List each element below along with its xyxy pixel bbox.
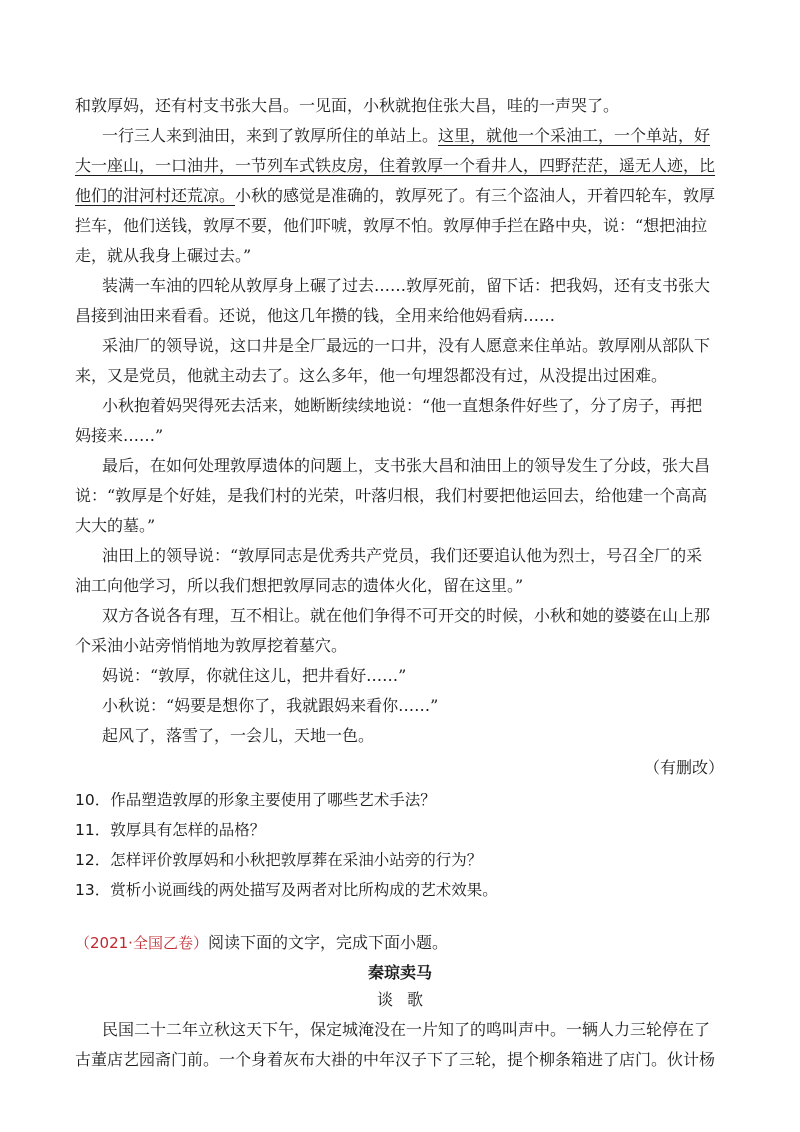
instruction: 阅读下面的文字，完成下面小题。 [207, 933, 448, 952]
passage-line: 双方各说各有理，互不相让。就在他们争得不可开交的时候，小秋和她的婆婆在山上那 [102, 606, 711, 625]
passage-line: 最后，在如何处理敦厚遗体的问题上，支书张大昌和油田上的领导发生了分歧，张大昌 [102, 456, 711, 475]
passage-line: 来，又是党员，他就主动去了。这么多年，他一句埋怨都没有过，从没提出过困难。 [75, 366, 668, 385]
passage-line: 采油厂的领导说，这口井是全厂最远的一口井，没有人愿意来住单站。敦厚刚从部队下 [102, 336, 711, 355]
section-intro [75, 933, 448, 953]
story-line: 民国二十二年立秋这天下午，保定城淹没在一片知了的鸣叫声中。一辆人力三轮停在了 [102, 1020, 711, 1039]
story-title: 秦琼卖马 [367, 963, 432, 982]
underlined-description: 大一座山，一口油井，一节列车式铁皮房，住着敦厚一个看井人，四野茫茫，遥无人迹，比 [75, 156, 716, 175]
underlined-description: 他们的泔河村还荒凉。 [75, 186, 236, 205]
passage-line: 妈接来……” [75, 426, 164, 445]
passage-line: 小秋说：“妈要是想你了，我就跟妈来看你……” [102, 696, 439, 715]
passage-line: 小秋抱着妈哭得死去活来，她断断续续地说：“他一直想条件好些了，分了房子，再把 [102, 396, 703, 415]
story-line: 古董店艺园斋门前。一个身着灰布大褂的中年汉子下了三轮，提个柳条箱进了店门。伙计杨 [75, 1050, 716, 1069]
exam-source: （2021·全国乙卷） [75, 934, 208, 952]
passage-line: 个采油小站旁悄悄地为敦厚挖着墓穴。 [75, 636, 348, 655]
question-13: 13．赏析小说画线的两处描写及两者对比所构成的艺术效果。 [75, 881, 498, 899]
passage-line: 油田上的领导说：“敦厚同志是优秀共产党员，我们还要追认他为烈士，号召全厂的采 [102, 546, 703, 565]
question-11: 11．敦厚具有怎样的品格？ [75, 821, 266, 839]
passage-line: 和敦厚妈，还有村支书张大昌。一见面，小秋就抱住张大昌，哇的一声哭了。 [75, 96, 620, 115]
edit-note: （有删改） [643, 758, 724, 777]
passage-line: 大大的墓。” [75, 516, 156, 535]
passage-line: 拦车，他们送钱，敦厚不要，他们吓唬，敦厚不怕。敦厚伸手拦在路中央，说：“想把油拉 [75, 216, 708, 235]
passage-line: 一行三人来到油田，来到了敦厚所住的单站上。这里，就他一个采油工，一个单站，好 [102, 126, 711, 145]
question-12: 12．怎样评价敦厚妈和小秋把敦厚葬在采油小站旁的行为？ [75, 851, 483, 869]
passage-line: 装满一车油的四轮从敦厚身上碾了过去……敦厚死前，留下话：把我妈，还有支书张大 [102, 276, 711, 295]
passage-line: 起风了，落雪了，一会儿，天地一色。 [102, 726, 375, 745]
underlined-description: 这里，就他一个采油工，一个单站，好 [438, 126, 711, 145]
passage-line: 说：“敦厚是个好娃，是我们村的光荣，叶落归根，我们村要把他运回去，给他建一个高高 [75, 486, 708, 505]
passage-line: 妈说：“敦厚，你就住这儿，把井看好……” [102, 666, 407, 685]
passage-line: 他们的泔河村还荒凉。小秋的感觉是准确的，敦厚死了。有三个盗油人，开着四轮车，敦厚 [75, 186, 716, 205]
passage-line: 油工向他学习，所以我们想把敦厚同志的遗体火化，留在这里。” [75, 576, 524, 595]
story-author: 谈歌 [376, 990, 437, 1009]
passage-line: 昌接到油田来看看。还说，他这几年攒的钱，全用来给他妈看病…… [75, 306, 556, 325]
question-10: 10．作品塑造敦厚的形象主要使用了哪些艺术手法？ [75, 791, 436, 809]
passage-line: 走，就从我身上碾过去。” [75, 246, 252, 265]
